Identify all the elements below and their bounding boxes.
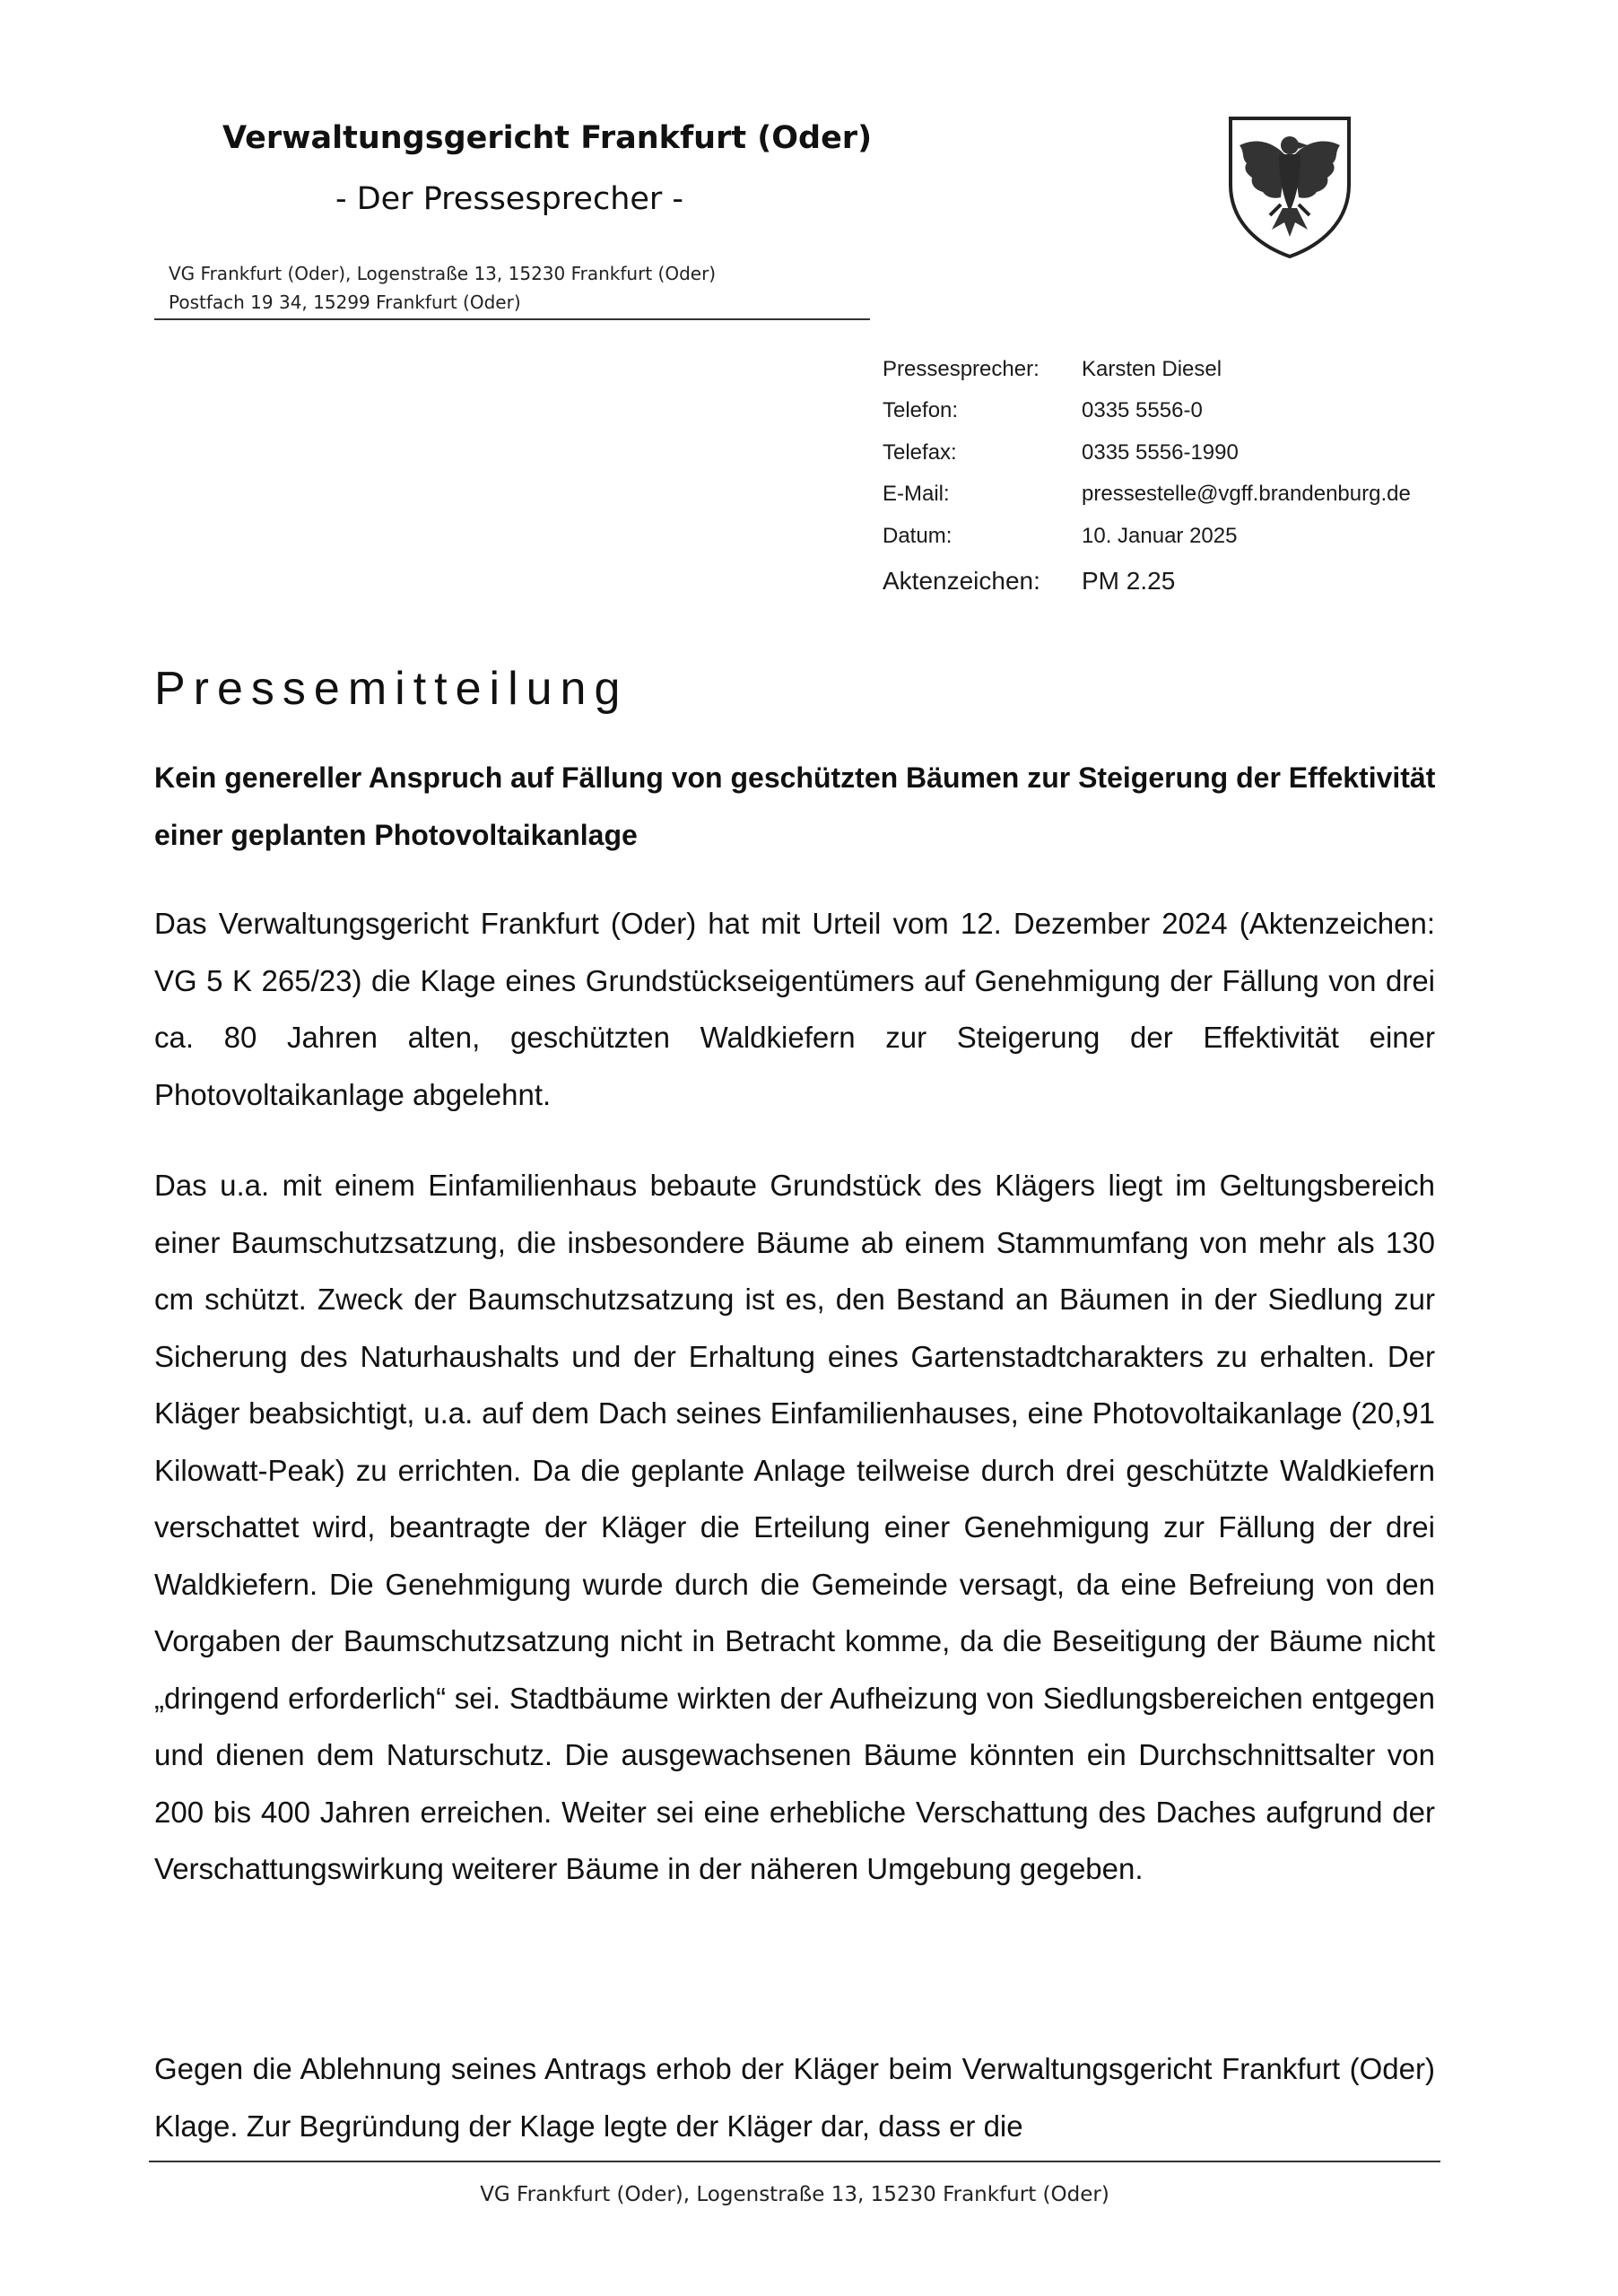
phone-value: 0335 5556-0 bbox=[1082, 398, 1203, 422]
footer-divider bbox=[149, 2161, 1440, 2162]
document-type-title: Pressemitteilung bbox=[154, 663, 629, 715]
fax-value: 0335 5556-1990 bbox=[1082, 440, 1239, 465]
phone-label: Telefon: bbox=[883, 398, 959, 422]
fax-label: Telefax: bbox=[883, 440, 957, 465]
email-label: E-Mail: bbox=[883, 482, 950, 506]
spokesperson-label: Pressesprecher: bbox=[883, 357, 1040, 381]
sender-address: VG Frankfurt (Oder), Logenstraße 13, 15230 Frankfurt (Oder) bbox=[169, 263, 717, 284]
sender-postbox: Postfach 19 34, 15299 Frankfurt (Oder) bbox=[169, 291, 521, 313]
letterhead-subtitle: - Der Pressesprecher - bbox=[335, 181, 684, 217]
reference-label: Aktenzeichen: bbox=[883, 567, 1040, 595]
court-name: Verwaltungsgericht Frankfurt (Oder) bbox=[222, 120, 873, 156]
reference-value: PM 2.25 bbox=[1082, 567, 1176, 595]
brandenburg-eagle-icon bbox=[1227, 115, 1353, 260]
footer-address: VG Frankfurt (Oder), Logenstraße 13, 15230 Frankfurt (Oder) bbox=[480, 2183, 1109, 2206]
email-value[interactable]: pressestelle@vgff.brandenburg.de bbox=[1082, 482, 1411, 506]
press-release-headline: Kein genereller Anspruch auf Fällung von geschützten Bäumen zur Steigerung der Effektivität einer geplanten Photovoltaikanlage bbox=[154, 761, 1436, 851]
spokesperson-value: Karsten Diesel bbox=[1082, 357, 1222, 381]
date-label: Datum: bbox=[883, 524, 953, 548]
date-value: 10. Januar 2025 bbox=[1082, 524, 1238, 548]
body-paragraph: Das u.a. mit einem Einfamilienhaus bebaute Grundstück des Klägers liegt im Geltungsbereich einer Baumschutzsatzung, die insbesondere Bäume ab einem Stammumfang von mehr als 130 cm schützt. Zweck der Baumschutzsatzung ist es, den Bestand an Bäumen in der Siedlung zur Sicherung des Naturhaushalts und der Erhaltung eines Gartenstadtcharakters zu erhalten. Der Kläger beabsichtigt, u.a. auf dem Dach seines Einfamilienhauses, eine Photovoltaikanlage (20,91 Kilowatt-Peak) zu errichten. Da die geplante Anlage teilweise durch drei geschützte Waldkiefern verschattet wird, beantragte der Kläger die Erteilung einer Genehmigung zur Fällung der drei Waldkiefern. Die Genehmigung wurde durch die Gemeinde versagt, da eine Befreiung von den Vorgaben der Baumschutzsatzung nicht in Betracht komme, da die Beseitigung der Bäume nicht „dringend erforderlich“ sei. Stadtbäume wirkten der Aufheizung von Siedlungsbereichen entgegen und dienen dem Naturschutz. Die ausgewachsenen Bäume könnten ein Durchschnittsalter von 200 bis 400 Jahren erreichen. Weiter sei eine erhebliche Verschattung des Daches aufgrund der Verschattungswirkung weiterer Bäume in der näheren Umgebung gegeben. bbox=[154, 1169, 1435, 1885]
body-paragraph: Das Verwaltungsgericht Frankfurt (Oder) hat mit Urteil vom 12. Dezember 2024 (Aktenzeichen: VG 5 K 265/23) die Klage eines Grundstückseigentümers auf Genehmigung der Fällung von drei ca. 80 Jahren alten, geschützten Waldkiefern zur Steigerung der Effektivität einer Photovoltaikanlage abgelehnt. bbox=[154, 907, 1435, 1111]
header-divider bbox=[154, 318, 870, 320]
body-paragraph: Gegen die Ablehnung seines Antrags erhob der Kläger beim Verwaltungsgericht Frankfurt (Oder) Klage. Zur Begründung der Klage legte der Kläger dar, dass er die bbox=[154, 2052, 1435, 2143]
